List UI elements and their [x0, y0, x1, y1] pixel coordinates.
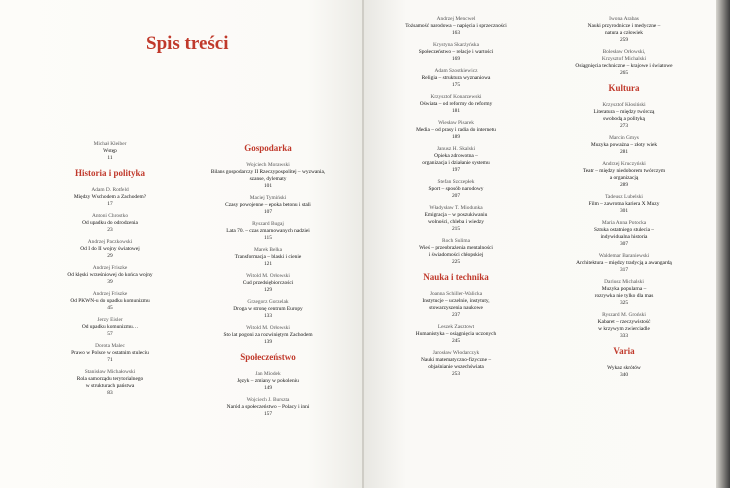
- toc-title: Od PKWN-u do upadku komunizmu: [70, 298, 150, 304]
- toc-entry: [540, 194, 708, 215]
- toc-entry: [540, 49, 708, 77]
- toc-page-number: 11: [107, 155, 113, 161]
- toc-entry: [376, 179, 536, 200]
- toc-author: Jerzy Eisler: [97, 317, 123, 323]
- toc-entry: [188, 325, 348, 346]
- toc-entry: [188, 299, 348, 320]
- toc-page-number: 225: [451, 259, 461, 265]
- toc-entry: [188, 371, 348, 392]
- toc-author: Waldemar Baraniewski: [598, 253, 650, 259]
- section-heading: Gospodarka: [244, 143, 292, 153]
- toc-title: Nauki przyrodnicze i medyczne – natura a człowiek: [587, 23, 661, 36]
- toc-author: Jan Miodek: [255, 371, 281, 377]
- toc-title: Film – zawrotna kariera X Muzy: [588, 201, 660, 207]
- toc-entry: [540, 16, 708, 44]
- toc-author: Andrzej Friszke: [92, 291, 128, 297]
- toc-entry: [40, 213, 180, 234]
- toc-entry: [376, 238, 536, 266]
- toc-title: Teatr – między niedoborem twórczym a organizacją: [582, 168, 666, 181]
- toc-title: Emigracja – w poszukiwaniu wolności, chleba i wiedzy: [424, 212, 488, 225]
- toc-page-number: 139: [263, 339, 273, 345]
- toc-title: Język – zmiany w pokoleniu: [237, 378, 299, 384]
- toc-title: Wykaz skrótów: [607, 365, 641, 371]
- toc-page-number: 289: [619, 182, 629, 188]
- toc-title: Od I do II wojny światowej: [80, 246, 140, 252]
- toc-page-number: 237: [451, 312, 461, 318]
- toc-page-number: 101: [263, 183, 273, 189]
- toc-title: Od upadku do odrodzenia: [82, 220, 138, 226]
- toc-title: Wieś – przeobrażenia mentalności i świadomości chłopskiej: [419, 245, 493, 258]
- toc-page-number: 121: [263, 261, 273, 267]
- toc-page-number: 333: [619, 333, 629, 339]
- toc-author: Dorota Malec: [95, 343, 125, 349]
- toc-entry: [40, 291, 180, 312]
- toc-title: Rola samorządu terytorialnego w strukturach państwa: [76, 376, 144, 389]
- toc-title: Prawo w Polsce w ostatnim stuleciu: [71, 350, 149, 356]
- toc-title: Osiągnięcia techniczne – krajowe i światowe: [575, 63, 673, 69]
- toc-author: Andrzej Paczkowski: [87, 239, 133, 245]
- toc-author: Andrzej Kruczyński: [602, 161, 646, 167]
- toc-entry: [376, 324, 536, 345]
- toc-entry: [540, 279, 708, 307]
- toc-entry: [376, 42, 536, 63]
- toc-title: Naród a społeczeństwo – Polacy i inni: [226, 404, 310, 410]
- toc-title: Kabaret – rzeczywistość w krzywym zwierciadle: [597, 319, 651, 332]
- toc-entry: [540, 102, 708, 130]
- toc-page-number: 325: [619, 300, 629, 306]
- toc-author: Marcin Gmys: [609, 135, 639, 141]
- toc-author: Maciej Tymiński: [249, 195, 287, 201]
- toc-page-number: 129: [263, 287, 273, 293]
- toc-entry: [376, 94, 536, 115]
- toc-title: Tożsamość narodowa – napięcia i sprzeczności: [405, 23, 507, 29]
- toc-title: Nauki matematyczno-fizyczne – objaśnianie wszechświata: [420, 357, 492, 370]
- toc-column-1: [40, 141, 180, 402]
- toc-author: Wiesław Pisarek: [438, 120, 474, 126]
- toc-page-number: 133: [263, 313, 273, 319]
- toc-page-number: 57: [107, 331, 113, 337]
- toc-entry: [376, 68, 536, 89]
- toc-title: Czasy powojenne – epoka betonu i stali: [225, 202, 311, 208]
- toc-author: Dariusz Michalski: [604, 279, 644, 285]
- toc-author: Leszek Zasztowt: [437, 324, 475, 330]
- toc-title: Wstęp: [103, 148, 117, 154]
- page-title: Spis treści: [146, 33, 229, 54]
- toc-author: Michał Kleiber: [93, 141, 127, 147]
- toc-page-number: 301: [619, 208, 629, 214]
- toc-author: Bolesław Orłowski, Krzysztof Michalski: [601, 49, 647, 62]
- toc-author: Witold M. Orłowski: [246, 273, 290, 279]
- toc-page-number: 281: [619, 149, 629, 155]
- toc-page-number: 245: [451, 338, 461, 344]
- toc-author: Władysław T. Miodunka: [429, 205, 483, 211]
- toc-page-number: 189: [451, 134, 461, 140]
- toc-column-2: [188, 137, 348, 423]
- toc-page-number: 23: [107, 227, 113, 233]
- toc-author: Wojciech J. Burszta: [246, 397, 290, 403]
- toc-title: Sport – sposób narodowy: [428, 186, 484, 192]
- toc-entry: [40, 239, 180, 260]
- section-heading: Kultura: [608, 83, 640, 93]
- toc-title: Społeczeństwo – relacje i wartości: [418, 49, 494, 55]
- toc-page-number: 83: [107, 390, 113, 396]
- toc-page-number: 215: [451, 226, 461, 232]
- right-page: [364, 0, 716, 488]
- toc-title: Literatura – między twórczą swobodą a polityką: [593, 109, 655, 122]
- toc-entry: [188, 273, 348, 294]
- toc-entry: [40, 343, 180, 364]
- toc-author: Wojciech Morawski: [246, 162, 290, 168]
- toc-author: Andrzej Mencwel: [436, 16, 476, 22]
- toc-title: Opieka zdrowotna – organizacja i działanie systemu: [422, 153, 490, 166]
- toc-title: Humanistyka – osiągnięcia uczonych: [415, 331, 497, 337]
- toc-page-number: 163: [451, 30, 461, 36]
- toc-author: Adam Szostkiewicz: [434, 68, 478, 74]
- toc-entry: [540, 253, 708, 274]
- toc-title: Od klęski wrześniowej do końca wojny: [67, 272, 153, 278]
- toc-entry: [540, 135, 708, 156]
- toc-page-number: 340: [619, 372, 629, 378]
- toc-entry: [188, 397, 348, 418]
- toc-author: Ryszard M. Groński: [602, 312, 646, 318]
- toc-page-number: 149: [263, 385, 273, 391]
- toc-title: Muzyka popularna – rozrywka nie tylko dla mas: [594, 286, 654, 299]
- toc-title: Cud przedsiębiorczości: [242, 280, 294, 286]
- toc-title: Architektura – między tradycją a awangardą: [576, 260, 672, 266]
- toc-title: Sztuka ostatniego stulecia – indywidualna historia: [593, 227, 655, 240]
- toc-page-number: 157: [263, 411, 273, 417]
- toc-author: Iwona Arabas: [609, 16, 639, 22]
- toc-author: Grzegorz Gorzelak: [247, 299, 289, 305]
- toc-page-number: 107: [263, 209, 273, 215]
- toc-author: Ryszard Bugaj: [252, 221, 284, 227]
- toc-author: Andrzej Friszke: [92, 265, 128, 271]
- toc-author: Stanisław Michałowski: [84, 369, 136, 375]
- toc-page-number: 17: [107, 201, 113, 207]
- toc-title: Instytucje – uczelnie, instytuty, stowarzyszenia naukowe: [422, 298, 490, 311]
- toc-page-number: 253: [451, 371, 461, 377]
- toc-page-number: 259: [619, 37, 629, 43]
- section-heading: Varia: [613, 346, 635, 356]
- toc-page-number: 317: [619, 267, 629, 273]
- toc-author: Tadeusz Lubelski: [605, 194, 643, 200]
- toc-entry: [540, 220, 708, 248]
- toc-page-number: 273: [619, 123, 629, 129]
- toc-column-4: [540, 16, 708, 384]
- toc-title: Transformacja – blaski i cienie: [234, 254, 302, 260]
- toc-author: Joanna Schiller-Walicka: [429, 291, 483, 297]
- toc-title: Droga w stronę centrum Europy: [233, 306, 303, 312]
- toc-title: Między Wschodem a Zachodem?: [73, 194, 147, 200]
- toc-author: Stefan Szczepłek: [437, 179, 475, 185]
- toc-entry: [376, 205, 536, 233]
- toc-page-number: 265: [619, 70, 629, 76]
- toc-author: Antoni Chrostko: [91, 213, 129, 219]
- toc-page-number: 175: [451, 82, 461, 88]
- toc-author: Roch Sulima: [441, 238, 470, 244]
- toc-page-number: 181: [451, 108, 461, 114]
- toc-title: Media – od prasy i radia do internetu: [416, 127, 496, 133]
- toc-entry: [188, 247, 348, 268]
- toc-entry: [376, 120, 536, 141]
- section-heading: Historia i polityka: [74, 168, 145, 178]
- left-page: [0, 0, 362, 488]
- toc-entry: [40, 369, 180, 397]
- toc-page-number: 307: [619, 241, 629, 247]
- toc-author: Witold M. Orłowski: [246, 325, 290, 331]
- toc-entry: [540, 161, 708, 189]
- toc-entry: [376, 146, 536, 174]
- toc-entry: [40, 317, 180, 338]
- toc-title: Od upadku komunizmu…: [81, 324, 139, 330]
- toc-page-number: 39: [107, 279, 113, 285]
- toc-title: Lata 70. – czas zmarnowanych nadziei: [226, 228, 310, 234]
- page-edge: [716, 0, 730, 488]
- toc-author: Janusz H. Skalski: [436, 146, 476, 152]
- section-heading: Nauka i technika: [423, 272, 489, 282]
- toc-entry: [188, 162, 348, 190]
- toc-title: Sto lat pogoni za rozwiniętym Zachodem: [223, 332, 313, 338]
- toc-column-3: [376, 16, 536, 383]
- toc-page-number: 197: [451, 167, 461, 173]
- toc-entry: [540, 312, 708, 340]
- toc-title: Bilans gospodarczy II Rzeczypospolitej – wyzwania, szanse, dylematy: [210, 169, 326, 182]
- toc-author: Maria Anna Potocka: [601, 220, 647, 226]
- toc-page-number: 169: [451, 56, 461, 62]
- toc-title: Religia – struktura wyznaniowa: [421, 75, 491, 81]
- toc-page-number: 71: [107, 357, 113, 363]
- toc-title: Muzyka poważna – złoty wiek: [590, 142, 658, 148]
- toc-author: Krystyna Skarżyńska: [433, 42, 479, 48]
- toc-entry: [188, 195, 348, 216]
- toc-entry: [376, 16, 536, 37]
- toc-entry: [40, 187, 180, 208]
- toc-page-number: 45: [107, 305, 113, 311]
- section-heading: Społeczeństwo: [240, 352, 296, 362]
- toc-title: Oświata – od reformy do reformy: [419, 101, 493, 107]
- toc-author: Adam D. Rotfeld: [91, 187, 129, 193]
- toc-author: Marek Belka: [254, 247, 282, 253]
- toc-entry: [40, 141, 180, 162]
- toc-page-number: 207: [451, 193, 461, 199]
- toc-entry: [376, 350, 536, 378]
- toc-page-number: 115: [264, 235, 272, 241]
- toc-entry: [188, 221, 348, 242]
- toc-entry: [40, 265, 180, 286]
- toc-author: Krzysztof Kłosiński: [602, 102, 646, 108]
- toc-author: Krzysztof Konarzewski: [430, 94, 482, 100]
- toc-entry: [540, 365, 708, 379]
- toc-author: Jarosław Włodarczyk: [432, 350, 480, 356]
- toc-entry: [376, 291, 536, 319]
- toc-page-number: 29: [107, 253, 113, 259]
